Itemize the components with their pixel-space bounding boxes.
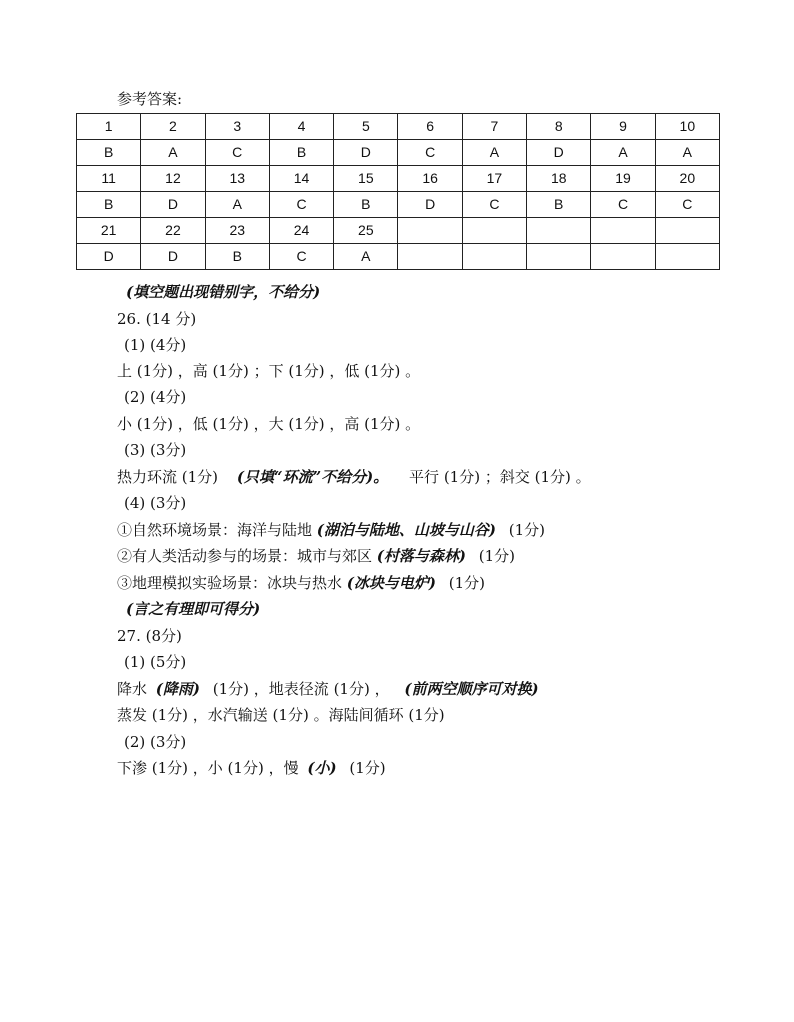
- q26-part3-answer-a: 热力环流 (1分): [117, 468, 219, 486]
- question-number-cell: 24: [269, 218, 333, 244]
- q26-part3-note: (只填“环流”不给分)。: [236, 468, 389, 486]
- q26-part1-answer: 上 (1分) ，高 (1分) ；下 (1分) ，低 (1分) 。: [117, 362, 421, 380]
- q27-part1-heading: (1) (5分): [124, 653, 187, 671]
- q26-part4-item2: [117, 545, 515, 567]
- answer-cell: D: [141, 244, 205, 270]
- answer-cell: C: [269, 244, 333, 270]
- answer-cell: C: [398, 140, 462, 166]
- q26-part3-answer-b: 平行 (1分) ；斜交 (1分) 。: [409, 468, 591, 486]
- question-number-cell: 21: [77, 218, 141, 244]
- question-number-cell: 25: [334, 218, 398, 244]
- answer-cell: C: [462, 192, 526, 218]
- answer-cell: C: [205, 140, 269, 166]
- answer-row: [77, 244, 720, 270]
- q27-part2-answer: [117, 757, 386, 779]
- answer-cell: [462, 244, 526, 270]
- answer-cell: [398, 244, 462, 270]
- q26-part2-heading: (2) (4分): [124, 388, 187, 406]
- q26-title: 26. (14 分): [117, 310, 197, 328]
- answer-cell: A: [462, 140, 526, 166]
- question-number-cell: 23: [205, 218, 269, 244]
- q26-part4-item2-note: (村落与森林): [376, 547, 466, 565]
- question-number-cell: 22: [141, 218, 205, 244]
- answer-table: [76, 113, 720, 270]
- answer-cell: A: [655, 140, 719, 166]
- answer-cell: B: [269, 140, 333, 166]
- q27-part1-answer-a: 降水: [117, 680, 148, 698]
- q27-part1-answer-b: (1分) ，地表径流 (1分) ，: [212, 680, 390, 698]
- q26-part4-item3: [117, 572, 485, 594]
- question-number-row: [77, 218, 720, 244]
- q26-part4-item2-score: (1分): [478, 547, 516, 565]
- q27-part1-answer: [117, 678, 539, 700]
- answer-cell: B: [77, 140, 141, 166]
- answer-row: [77, 140, 720, 166]
- question-number-cell: 16: [398, 166, 462, 192]
- answer-cell: C: [655, 192, 719, 218]
- question-number-cell: 7: [462, 114, 526, 140]
- answer-cell: D: [141, 192, 205, 218]
- question-number-cell: 2: [141, 114, 205, 140]
- question-number-cell: 4: [269, 114, 333, 140]
- q26-part4-item3-note: (冰块与电炉): [346, 574, 436, 592]
- question-number-cell: 17: [462, 166, 526, 192]
- question-number-row: [77, 114, 720, 140]
- answer-cell: A: [334, 244, 398, 270]
- question-number-cell: 12: [141, 166, 205, 192]
- answer-cell: B: [527, 192, 591, 218]
- answer-row: [77, 192, 720, 218]
- q27-part2-score: (1分): [349, 759, 386, 777]
- q26-part4-item1: [117, 519, 545, 541]
- q26-part4-item1-score: (1分): [508, 521, 546, 539]
- question-number-cell: 18: [527, 166, 591, 192]
- answer-cell: [527, 244, 591, 270]
- q26-part1-heading: (1) (4分): [124, 336, 187, 354]
- q27-title: 27. (8分): [117, 627, 182, 645]
- q27-part1-answer-line2: 蒸发 (1分) ，水汽输送 (1分) 。海陆间循环 (1分): [117, 706, 445, 724]
- question-number-cell: [462, 218, 526, 244]
- question-number-cell: 9: [591, 114, 655, 140]
- answer-cell: C: [269, 192, 333, 218]
- answer-cell: C: [591, 192, 655, 218]
- q26-part2-answer: 小 (1分) ，低 (1分) ，大 (1分) ，高 (1分) 。: [117, 415, 421, 433]
- page-heading: 参考答案:: [117, 90, 183, 108]
- answer-cell: [655, 244, 719, 270]
- q27-part2-note: (小): [307, 759, 337, 777]
- question-number-cell: [655, 218, 719, 244]
- q27-part1-order-note: (前两空顺序可对换): [404, 680, 539, 698]
- answer-cell: D: [527, 140, 591, 166]
- q27-part2-answer-text: 下渗 (1分) ，小 (1分) ，慢: [117, 759, 299, 777]
- fill-blank-note: (填空题出现错别字，不给分): [126, 283, 321, 301]
- question-number-cell: 20: [655, 166, 719, 192]
- q26-part4-heading: (4) (3分): [124, 494, 187, 512]
- question-number-cell: 10: [655, 114, 719, 140]
- q26-part4-item1-text: ①自然环境场景：海洋与陆地: [117, 521, 313, 539]
- q27-part1-answer-a-note: (降雨): [155, 680, 200, 698]
- q26-part3-heading: (3) (3分): [124, 441, 187, 459]
- answer-cell: [591, 244, 655, 270]
- question-number-cell: [591, 218, 655, 244]
- question-number-cell: 3: [205, 114, 269, 140]
- q27-part2-heading: (2) (3分): [124, 733, 187, 751]
- question-number-cell: 5: [334, 114, 398, 140]
- answer-cell: D: [77, 244, 141, 270]
- question-number-cell: 1: [77, 114, 141, 140]
- answer-cell: A: [591, 140, 655, 166]
- answer-cell: A: [141, 140, 205, 166]
- answer-cell: D: [334, 140, 398, 166]
- q26-part4-item1-note: (湖泊与陆地、山坡与山谷): [316, 521, 496, 539]
- question-number-cell: [398, 218, 462, 244]
- question-number-cell: 6: [398, 114, 462, 140]
- question-number-cell: 13: [205, 166, 269, 192]
- answer-cell: B: [334, 192, 398, 218]
- question-number-cell: 11: [77, 166, 141, 192]
- q26-part3-answer: [117, 466, 591, 488]
- question-number-cell: 8: [527, 114, 591, 140]
- question-number-cell: 15: [334, 166, 398, 192]
- answer-cell: B: [205, 244, 269, 270]
- q26-part4-item3-text: ③地理模拟实验场景：冰块与热水: [117, 574, 343, 592]
- q26-part4-item2-text: ②有人类活动参与的场景：城市与郊区: [117, 547, 373, 565]
- q26-part4-item3-score: (1分): [448, 574, 486, 592]
- answer-cell: A: [205, 192, 269, 218]
- question-number-cell: 19: [591, 166, 655, 192]
- question-number-row: [77, 166, 720, 192]
- question-number-cell: 14: [269, 166, 333, 192]
- answer-cell: D: [398, 192, 462, 218]
- reasonable-answer-note: (言之有理即可得分): [126, 600, 261, 618]
- answer-cell: B: [77, 192, 141, 218]
- question-number-cell: [527, 218, 591, 244]
